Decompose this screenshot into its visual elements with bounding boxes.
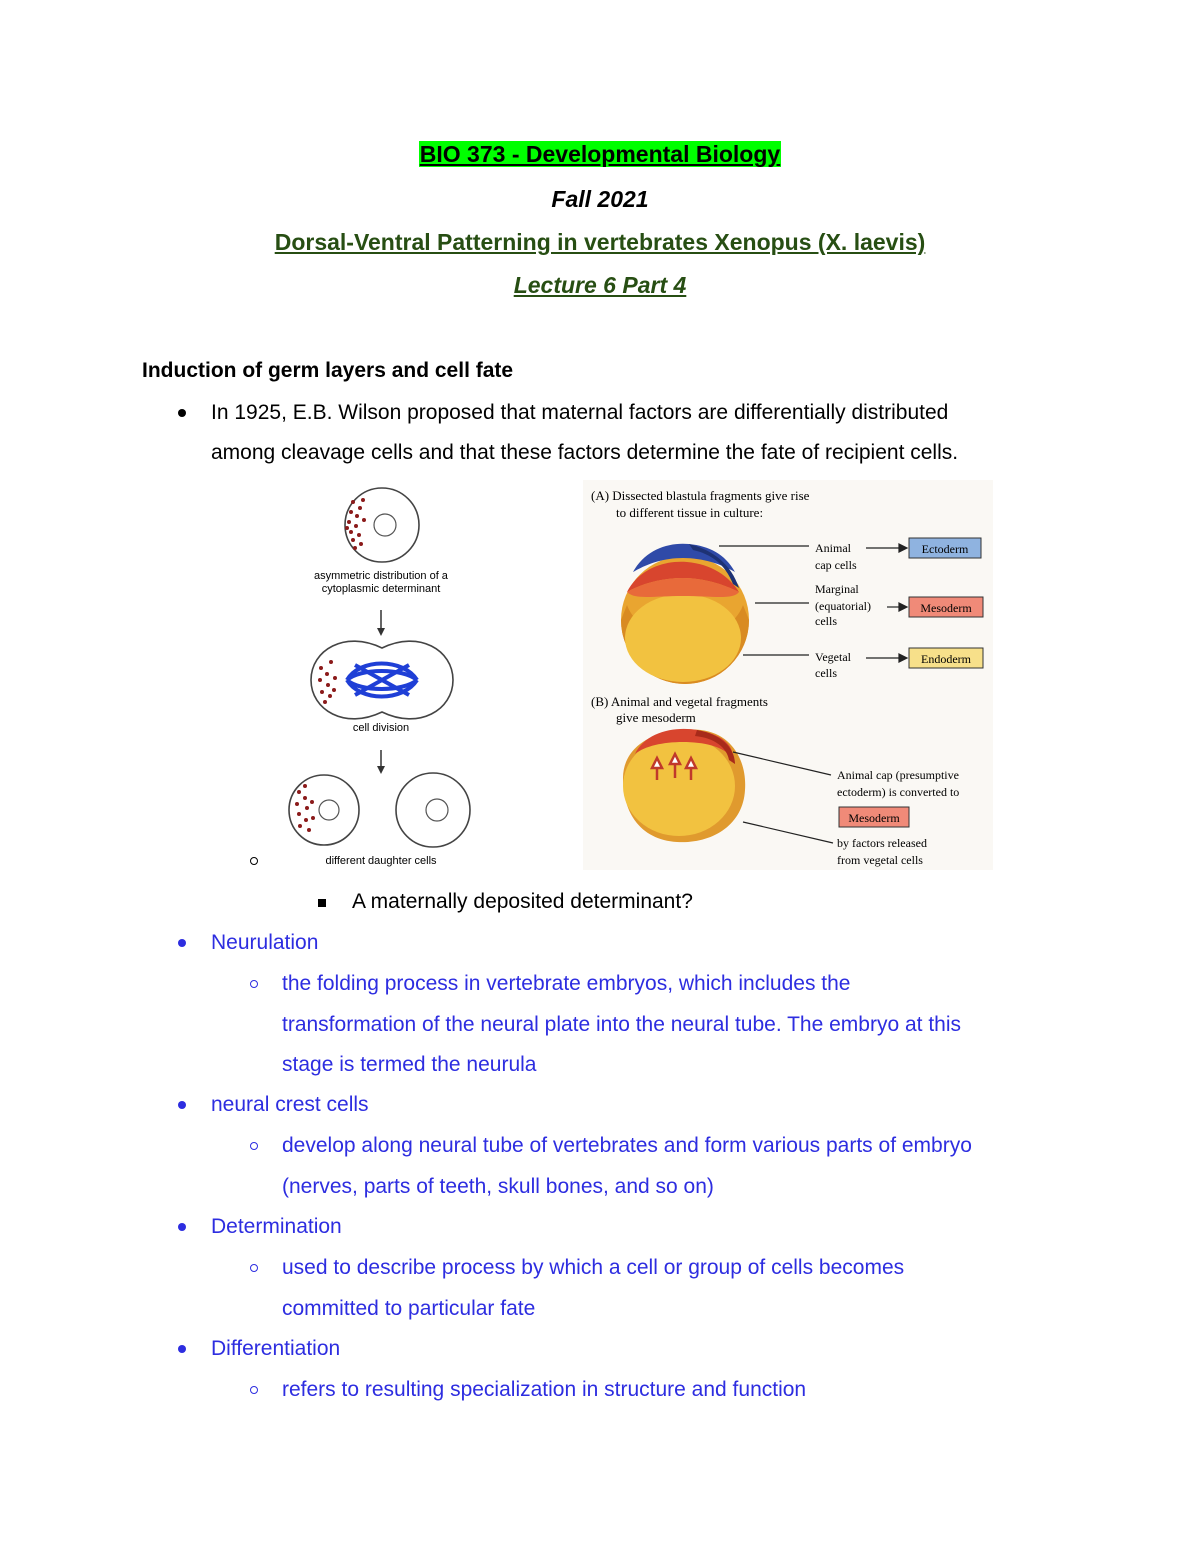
panel-b-caption-1: (B) Animal and vegetal fragments [591, 694, 768, 709]
label-daughters: different daughter cells [325, 855, 437, 867]
label-vegetal-2: cells [815, 666, 837, 680]
bullet-icon [178, 1345, 186, 1353]
topic-title: Dorsal-Ventral Patterning in vertebrates Xenopus (X. laevis) [274, 229, 926, 255]
sub-bullet-icon [250, 1386, 258, 1394]
recombinant-explant [623, 729, 745, 842]
daughter-cell-left [289, 775, 359, 845]
label-asym-1: asymmetric distribution of a [314, 570, 448, 582]
term-neurulation: Neurulation [211, 931, 319, 954]
term: Fall 2021 [551, 186, 649, 212]
zygote-cell [345, 488, 419, 562]
term-neural-crest: neural crest cells [211, 1093, 369, 1116]
panel-a-caption-2: to different tissue in culture: [616, 505, 764, 520]
bullet-icon [178, 939, 186, 947]
panel-a-caption-1: (A) Dissected blastula fragments give rise [591, 488, 810, 503]
label-marginal-3: cells [815, 614, 837, 628]
question-text: A maternally deposited determinant? [352, 890, 693, 913]
section-heading: Induction of germ layers and cell fate [142, 359, 514, 382]
dividing-cell [311, 641, 453, 719]
wilson-line-1: In 1925, E.B. Wilson proposed that maternal factors are differentially distributed [211, 401, 949, 424]
down-arrow-icon [377, 610, 385, 636]
sub-bullet-icon [250, 1264, 258, 1272]
label-cap-2: ectoderm) is converted to [837, 785, 960, 799]
sub-bullet-icon [250, 1142, 258, 1150]
def-neurulation-1: the folding process in vertebrate embryos, which includes the [282, 972, 851, 995]
def-neurulation-2: transformation of the neural plate into the neural tube. The embryo at this [282, 1013, 962, 1036]
label-asym-2: cytoplasmic determinant [321, 583, 441, 595]
lecture-title: Lecture 6 Part 4 [513, 272, 687, 298]
def-neurulation-3: stage is termed the neurula [282, 1053, 537, 1076]
down-arrow-icon [377, 750, 385, 774]
mesoderm-box: Mesoderm [920, 601, 972, 615]
course-title-text: BIO 373 - Developmental Biology [419, 141, 781, 167]
square-bullet-icon [318, 899, 326, 907]
endoderm-box: Endoderm [921, 652, 971, 666]
bullet-icon [178, 409, 186, 417]
def-differentiation-1: refers to resulting specialization in structure and function [282, 1378, 807, 1401]
def-determination-1: used to describe process by which a cell or group of cells becomes [282, 1256, 905, 1279]
daughter-cell-right [396, 773, 470, 847]
panel-b-caption-2: give mesoderm [616, 710, 696, 725]
def-neural-crest-1: develop along neural tube of vertebrates and form various parts of embryo [282, 1134, 972, 1157]
blastula-sphere [621, 544, 749, 684]
term-determination: Determination [211, 1215, 342, 1238]
label-vegetal-1: Vegetal [815, 650, 851, 664]
label-factors-1: by factors released [837, 836, 927, 850]
blastula-fragments-figure [583, 480, 993, 870]
term-differentiation: Differentiation [211, 1337, 341, 1360]
def-determination-2: committed to particular fate [282, 1297, 536, 1320]
label-marginal-2: (equatorial) [815, 599, 871, 613]
label-marginal-1: Marginal [815, 582, 859, 596]
course-title [0, 141, 1200, 168]
label-cap-1: Animal cap (presumptive [837, 768, 959, 782]
label-animal-2: cap cells [815, 558, 857, 572]
label-division: cell division [352, 722, 410, 734]
mesoderm-box-b: Mesoderm [848, 811, 900, 825]
sub-bullet-icon [250, 857, 258, 865]
wilson-line-2: among cleavage cells and that these factors determine the fate of recipient cells. [211, 441, 959, 464]
sub-bullet-icon [250, 980, 258, 988]
bullet-icon [178, 1223, 186, 1231]
cell-division-figure [285, 480, 480, 870]
ectoderm-box: Ectoderm [921, 542, 969, 556]
label-factors-2: from vegetal cells [837, 853, 923, 867]
bullet-icon [178, 1101, 186, 1109]
def-neural-crest-2: (nerves, parts of teeth, skull bones, and so on) [282, 1175, 714, 1198]
label-animal-1: Animal [815, 541, 851, 555]
